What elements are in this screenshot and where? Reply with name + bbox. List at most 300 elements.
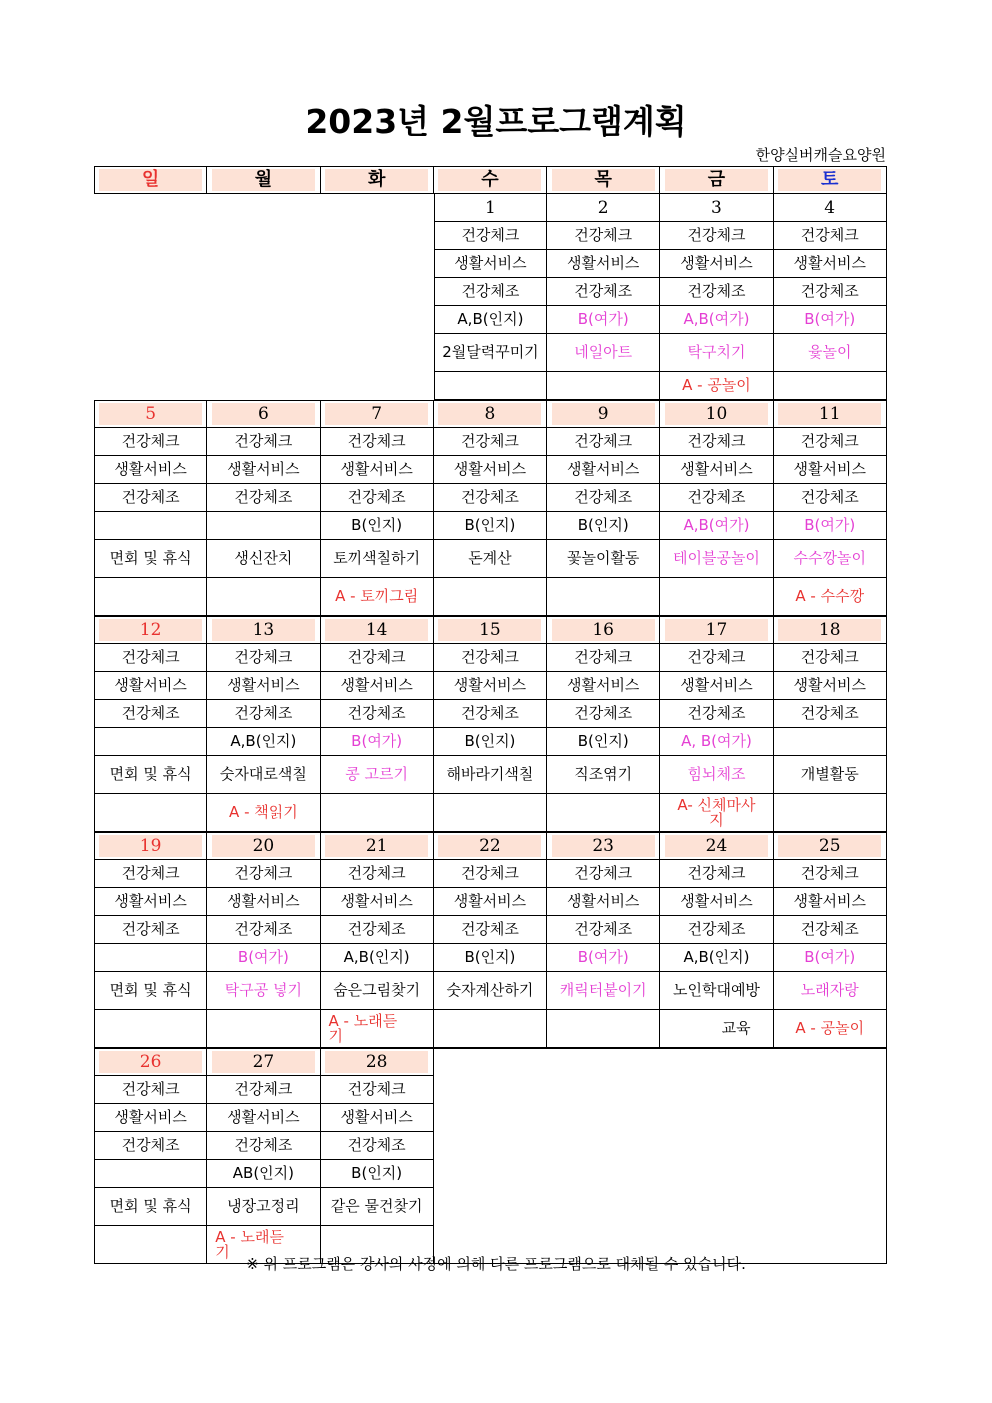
check-text: 건강체크 [121,864,180,882]
life-text: 생활서비스 [453,460,527,478]
week4-check-row [94,860,887,888]
calendar-cell [94,944,207,972]
calendar-cell [434,644,547,672]
calendar-cell [660,728,773,756]
calendar-cell [94,756,207,794]
life-text: 생활서비스 [453,892,527,910]
exercise-text: 건강체조 [121,704,180,722]
calendar-cell [774,372,887,400]
exercise-text: 건강체조 [234,488,293,506]
calendar-cell [774,428,887,456]
calendar-cell [660,756,773,794]
calendar-cell [94,728,207,756]
week5-check-row [94,1076,887,1104]
calendar-cell [94,334,207,372]
date-number: 13 [212,619,315,641]
calendar-cell [547,1010,660,1048]
date-number: 17 [665,619,768,641]
type-text: A,B(인지) [343,948,410,966]
program-text: 탁구공 넣기 [224,981,302,999]
calendar-cell [207,456,320,484]
week3-life-row [94,672,887,700]
calendar-cell [434,700,547,728]
program-text: 노래자랑 [800,981,859,999]
date-cell [321,1048,434,1076]
calendar-cell [321,700,434,728]
calendar-cell [774,888,887,916]
check-text: 건강체크 [800,648,859,666]
calendar-cell [434,484,547,512]
program-text: 숫자계산하기 [446,981,534,999]
program-text: 수수깡놀이 [793,549,866,567]
calendar-cell [660,278,773,306]
date-number: 7 [325,403,428,425]
calendar-cell [207,700,320,728]
calendar-cell [774,700,887,728]
type-text: B(여가) [804,948,856,966]
type-text: B(여가) [237,948,289,966]
calendar-cell [660,540,773,578]
extra-text: A - 토끼그림 [335,587,419,605]
week1-life-row [94,250,887,278]
program-text: 콩 고르기 [345,765,409,783]
calendar-cell [94,250,207,278]
calendar-cell [434,860,547,888]
calendar-cell [660,222,773,250]
type-text: B(인지) [577,732,629,750]
calendar-cell [434,756,547,794]
exercise-text: 건강체조 [460,920,519,938]
empty-area [434,1104,887,1132]
exercise-text: 건강체조 [121,920,180,938]
date-number: 12 [99,619,202,641]
program-text: 냉장고정리 [227,1197,300,1215]
life-text: 생활서비스 [680,254,753,272]
life-text: 생활서비스 [680,460,753,478]
empty-area [434,1160,887,1188]
week2-check-row [94,428,887,456]
calendar-cell [547,306,660,334]
calendar-cell [547,222,660,250]
date-cell [94,194,207,222]
date-number: 9 [552,403,655,425]
calendar-cell [94,972,207,1010]
exercise-text: 건강체조 [347,488,406,506]
calendar-cell [321,888,434,916]
date-cell [434,616,547,644]
week5-program-row [94,1188,887,1226]
calendar-cell [207,512,320,540]
program-text: 숫자대로색칠 [219,765,307,783]
check-text: 건강체크 [121,1080,180,1098]
weekday-label: 목 [552,169,655,191]
calendar-cell [94,278,207,306]
calendar-cell [774,916,887,944]
check-text: 건강체크 [460,432,519,450]
date-cell [660,194,773,222]
exercise-text: 건강체조 [234,920,293,938]
week2-extra-row [94,578,887,616]
calendar-cell [434,222,547,250]
life-text: 생활서비스 [793,254,866,272]
program-text: 캐릭터붙이기 [559,981,647,999]
life-text: 생활서비스 [340,1108,413,1126]
date-number: 25 [778,835,881,857]
calendar-cell [547,250,660,278]
calendar-cell [321,916,434,944]
calendar-cell [321,428,434,456]
life-text: 생활서비스 [114,892,187,910]
calendar-cell [207,860,320,888]
type-text: B(여가) [577,948,629,966]
calendar-cell [547,672,660,700]
exercise-text: 건강체조 [574,488,633,506]
weekday-label: 일 [99,169,202,191]
check-text: 건강체크 [121,432,180,450]
calendar-cell [207,1076,320,1104]
calendar-cell [660,672,773,700]
calendar-table [94,166,887,1264]
date-number: 8 [438,403,541,425]
type-text: B(인지) [464,948,516,966]
program-text: 토끼색칠하기 [333,549,421,567]
calendar-cell [774,222,887,250]
date-number: 16 [552,619,655,641]
check-text: 건강체크 [234,864,293,882]
week3-type-row [94,728,887,756]
program-text: 노인학대예방 [672,981,760,999]
week3-extra-row [94,794,887,832]
calendar-cell [434,372,547,400]
exercise-text: 건강체조 [800,920,859,938]
weekday-header-cell [207,166,320,194]
extra-text: A - 책읽기 [229,803,298,821]
exercise-text: 건강체조 [574,920,633,938]
exercise-text: 건강체조 [347,704,406,722]
organization-name: 한양실버캐슬요양원 [755,146,886,164]
calendar-cell [94,540,207,578]
week3-exercise-row [94,700,887,728]
calendar-cell [207,1188,320,1226]
life-text: 생활서비스 [340,892,413,910]
date-cell [434,194,547,222]
date-number: 1 [485,197,496,218]
life-text: 생활서비스 [566,676,640,694]
calendar-cell [321,250,434,278]
week5-dates-row [94,1048,887,1076]
exercise-text: 건강체조 [460,704,519,722]
week2-life-row [94,456,887,484]
date-number: 11 [778,403,881,425]
program-text: 돈계산 [468,549,512,567]
calendar-cell [207,728,320,756]
life-text: 생활서비스 [227,892,300,910]
empty-area [434,1076,887,1104]
check-text: 건강체크 [574,648,633,666]
exercise-text: 건강체조 [234,704,293,722]
calendar-cell [434,1010,547,1048]
calendar-cell [321,728,434,756]
exercise-text: 건강체조 [687,920,746,938]
calendar-cell [774,944,887,972]
calendar-cell [321,944,434,972]
type-text: B(인지) [464,732,516,750]
date-cell [774,832,887,860]
calendar-cell [547,860,660,888]
life-text: 생활서비스 [566,254,640,272]
exercise-text: 건강체조 [234,1136,293,1154]
check-text: 건강체크 [461,226,520,244]
week5-type-row [94,1160,887,1188]
calendar-cell [207,1132,320,1160]
exercise-text: 건강체조 [347,1136,406,1154]
check-text: 건강체크 [347,1080,406,1098]
calendar-cell [547,756,660,794]
calendar-cell [434,306,547,334]
calendar-cell [547,916,660,944]
date-cell [547,832,660,860]
calendar-cell [94,1104,207,1132]
program-text: 면회 및 휴식 [109,981,192,999]
week3-check-row [94,644,887,672]
date-cell [94,400,207,428]
calendar-cell [774,278,887,306]
calendar-cell [660,306,773,334]
calendar-cell [547,794,660,832]
check-text: 건강체크 [347,432,406,450]
calendar-cell [660,794,773,832]
calendar-cell [547,334,660,372]
calendar-cell [547,278,660,306]
calendar-cell [774,672,887,700]
week3-dates-row [94,616,887,644]
calendar-cell [207,484,320,512]
calendar-cell [434,888,547,916]
date-number: 4 [824,197,836,218]
life-text: 생활서비스 [566,892,640,910]
type-text: A,B(인지) [457,310,524,328]
date-cell [207,616,320,644]
program-text: 힘뇌체조 [687,765,746,783]
calendar-cell [207,540,320,578]
date-cell [207,832,320,860]
date-number: 19 [99,835,202,857]
week1-extra-row [94,372,887,400]
check-text: 건강체크 [800,864,859,882]
extra-text: A- 신체마사지 [677,795,756,829]
calendar-cell [207,644,320,672]
life-text: 생활서비스 [227,460,300,478]
calendar-cell [321,1132,434,1160]
calendar-cell [434,278,547,306]
calendar-cell [660,484,773,512]
program-text: 숨은그림찾기 [333,981,421,999]
calendar-cell [207,888,320,916]
calendar-cell [547,456,660,484]
calendar-cell [434,428,547,456]
life-text: 생활서비스 [227,1108,300,1126]
week1-type-row [94,306,887,334]
check-text: 건강체크 [574,864,633,882]
program-text: 꽃놀이활동 [566,549,640,567]
calendar-cell [434,944,547,972]
calendar-cell [660,456,773,484]
life-text: 생활서비스 [340,460,413,478]
calendar-cell [94,1188,207,1226]
date-number: 3 [711,197,722,218]
calendar-cell [321,334,434,372]
calendar-cell [660,700,773,728]
week4-dates-row [94,832,887,860]
calendar-cell [207,794,320,832]
calendar-cell [547,428,660,456]
week4-program-row [94,972,887,1010]
check-text: 건강체크 [121,648,180,666]
life-text: 생활서비스 [793,892,866,910]
life-text: 생활서비스 [680,892,753,910]
calendar-cell [660,1010,773,1048]
calendar-cell [547,944,660,972]
date-number: 23 [552,835,655,857]
calendar-cell [207,1160,320,1188]
exercise-text: 건강체조 [574,704,633,722]
week1-exercise-row [94,278,887,306]
calendar-cell [94,1010,207,1048]
calendar-cell [94,222,207,250]
calendar-cell [774,456,887,484]
empty-area [434,1048,887,1076]
date-number: 22 [438,835,541,857]
check-text: 건강체크 [687,226,746,244]
calendar-cell [321,1188,434,1226]
calendar-cell [207,1010,320,1048]
type-text: B(여가) [804,516,856,534]
life-text: 생활서비스 [340,676,413,694]
calendar-cell [94,644,207,672]
check-text: 건강체크 [347,864,406,882]
calendar-cell [774,728,887,756]
exercise-text: 건강체조 [347,920,406,938]
program-text: 테이블공놀이 [672,549,760,567]
date-number: 10 [665,403,768,425]
date-number: 18 [778,619,881,641]
calendar-cell [660,334,773,372]
calendar-cell [434,794,547,832]
calendar-cell [321,794,434,832]
date-number: 20 [212,835,315,857]
calendar-cell [774,794,887,832]
calendar-cell [547,888,660,916]
check-text: 건강체크 [574,226,633,244]
exercise-text: 건강체조 [800,282,859,300]
calendar-cell [321,1104,434,1132]
calendar-cell [660,944,773,972]
exercise-text: 건강체조 [800,488,859,506]
calendar-cell [94,428,207,456]
calendar-cell [94,1160,207,1188]
calendar-cell [434,540,547,578]
calendar-cell [547,540,660,578]
calendar-cell [660,578,773,616]
program-text: 면회 및 휴식 [109,1197,192,1215]
calendar-cell [774,756,887,794]
calendar-cell [660,972,773,1010]
date-cell [321,194,434,222]
date-cell [207,400,320,428]
calendar-cell [207,222,320,250]
week5-exercise-row [94,1132,887,1160]
calendar-cell [660,888,773,916]
weekday-label: 수 [438,169,541,191]
calendar-cell [94,1132,207,1160]
calendar-cell [321,972,434,1010]
calendar-cell [774,860,887,888]
calendar-cell [207,372,320,400]
exercise-text: 건강체조 [687,282,746,300]
calendar-cell [321,1160,434,1188]
type-text: B(인지) [577,516,629,534]
calendar-cell [94,578,207,616]
date-cell [774,400,887,428]
date-cell [660,616,773,644]
calendar-cell [774,334,887,372]
program-text: 면회 및 휴식 [109,549,192,567]
calendar-cell [321,278,434,306]
calendar-cell [207,306,320,334]
week2-type-row [94,512,887,540]
week2-dates-row [94,400,887,428]
life-text: 생활서비스 [114,460,187,478]
calendar-cell [774,578,887,616]
weekday-header-cell [94,166,207,194]
program-text: 직조엮기 [574,765,633,783]
check-text: 건강체크 [687,432,746,450]
week4-exercise-row [94,916,887,944]
date-number: 2 [597,197,609,218]
date-cell [207,194,320,222]
calendar-cell [774,250,887,278]
program-text: 탁구치기 [687,343,746,361]
program-text: 네일아트 [574,343,633,361]
calendar-cell [94,672,207,700]
date-cell [321,832,434,860]
week2-exercise-row [94,484,887,512]
check-text: 건강체크 [234,1080,293,1098]
date-cell [321,400,434,428]
calendar-cell [434,578,547,616]
calendar-cell [774,972,887,1010]
calendar-cell [660,644,773,672]
calendar-cell [207,916,320,944]
date-cell [207,1048,320,1076]
check-text: 건강체크 [460,648,519,666]
calendar-cell [434,456,547,484]
weekday-label: 금 [665,169,768,191]
type-text: A,B(여가) [683,310,750,328]
program-text: 윷놀이 [807,343,852,361]
date-cell [547,194,660,222]
empty-area [434,1132,887,1160]
calendar-cell [321,222,434,250]
calendar-cell [94,306,207,334]
weekday-label: 월 [212,169,315,191]
date-cell [321,616,434,644]
check-text: 건강체크 [687,864,746,882]
calendar-cell [207,334,320,372]
week4-life-row [94,888,887,916]
calendar-cell [660,512,773,540]
calendar-cell [94,860,207,888]
